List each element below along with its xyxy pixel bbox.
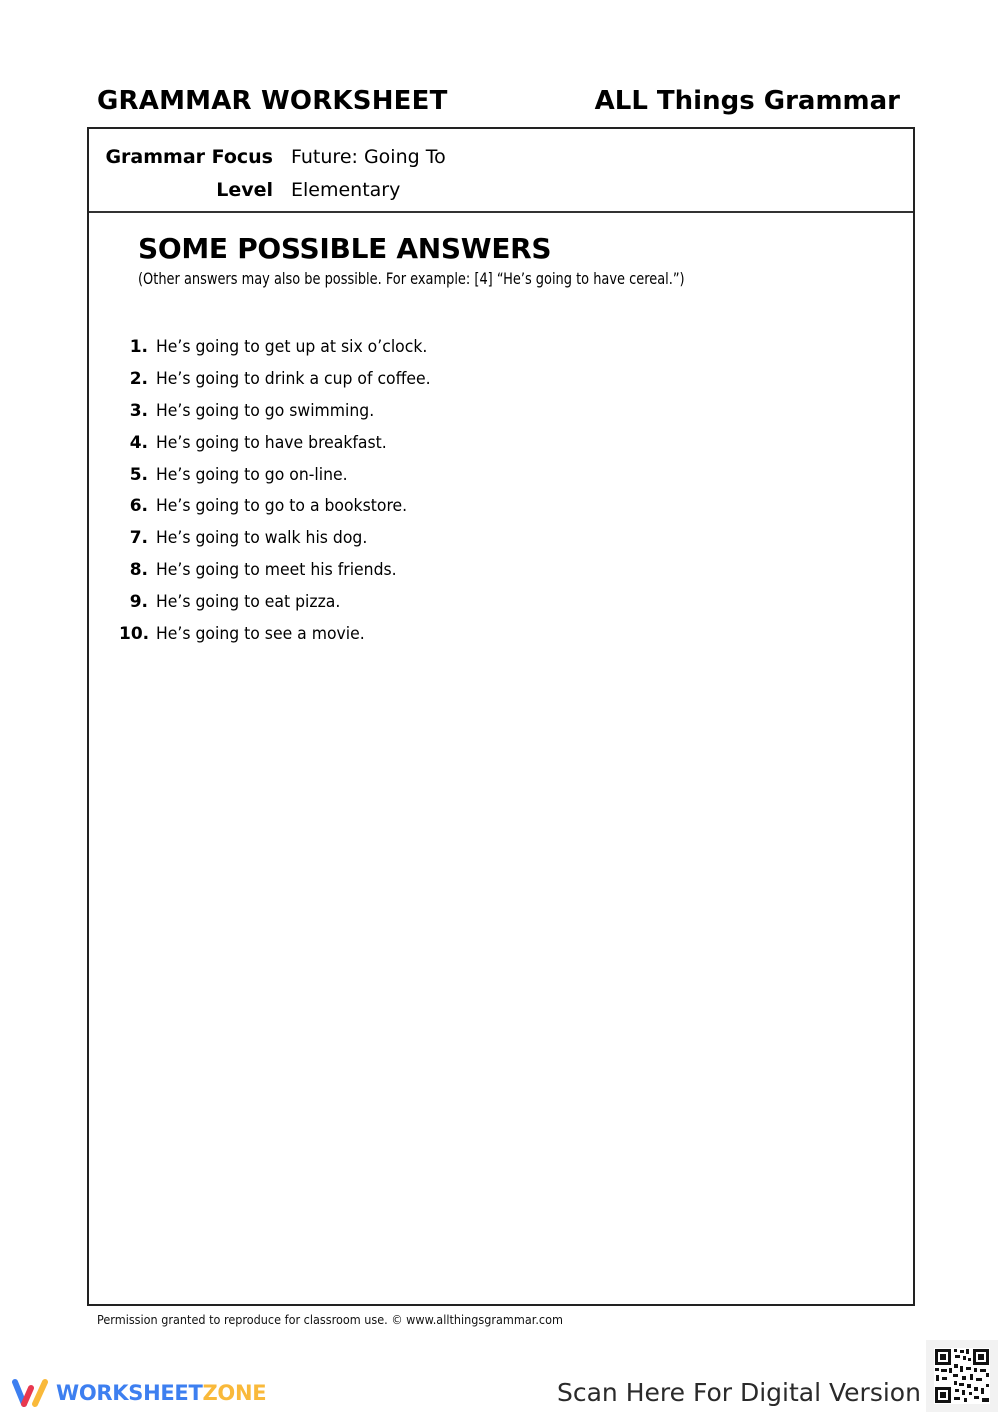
item-number: 8. [129, 560, 148, 581]
answer-list [119, 331, 455, 650]
grammar-focus-label: Grammar Focus [105, 146, 273, 168]
item-text: He’s going to have breakfast. [156, 432, 387, 453]
item-text: He’s going to go on-line. [156, 464, 348, 485]
meta-section [89, 129, 913, 213]
item-number: 1. [129, 336, 148, 357]
level-row [89, 179, 400, 201]
item-number: 3. [129, 400, 148, 421]
qr-code-icon[interactable] [926, 1340, 998, 1412]
list-item [119, 427, 455, 459]
level-label: Level [216, 179, 273, 201]
list-item [119, 363, 455, 395]
item-number: 6. [129, 496, 148, 517]
level-value: Elementary [291, 179, 401, 201]
item-text: He’s going to see a movie. [156, 623, 365, 644]
permission-notice: Permission granted to reproduce for classroom use. © www.allthingsgrammar.com [97, 1312, 563, 1327]
worksheet-title: GRAMMAR WORKSHEET [97, 86, 448, 116]
brand-zone: ZONE [202, 1381, 267, 1405]
grammar-focus-row [89, 146, 446, 168]
list-item [119, 331, 455, 363]
brand-worksheet: WORKSHEET [56, 1381, 203, 1405]
publisher-title: ALL Things Grammar [594, 86, 900, 116]
list-item [119, 586, 455, 618]
item-text: He’s going to walk his dog. [156, 528, 368, 549]
item-text: He’s going to get up at six o’clock. [156, 336, 428, 357]
item-number: 2. [129, 368, 148, 389]
item-text: He’s going to go to a bookstore. [156, 496, 408, 517]
item-text: He’s going to go swimming. [156, 400, 375, 421]
grammar-focus-value: Future: Going To [291, 146, 446, 168]
item-number: 9. [129, 592, 148, 613]
list-item [119, 490, 455, 522]
worksheet-box [87, 127, 915, 1306]
list-item [119, 395, 455, 427]
item-text: He’s going to meet his friends. [156, 560, 397, 581]
item-number: 7. [129, 528, 148, 549]
list-item [119, 522, 455, 554]
worksheetzone-logo[interactable] [10, 1376, 266, 1410]
item-number: 4. [129, 432, 148, 453]
item-number: 10. [119, 623, 150, 644]
item-text: He’s going to eat pizza. [156, 592, 341, 613]
list-item [119, 618, 455, 650]
list-item [119, 554, 455, 586]
list-item [119, 459, 455, 491]
item-number: 5. [129, 464, 148, 485]
scan-text: Scan Here For Digital Version [557, 1378, 921, 1407]
answers-title: SOME POSSIBLE ANSWERS [138, 232, 552, 265]
answers-note: (Other answers may also be possible. For example: [4] “He’s going to have cereal.”) [138, 269, 685, 288]
item-text: He’s going to drink a cup of coffee. [156, 368, 431, 389]
worksheetzone-w-icon [10, 1376, 50, 1410]
